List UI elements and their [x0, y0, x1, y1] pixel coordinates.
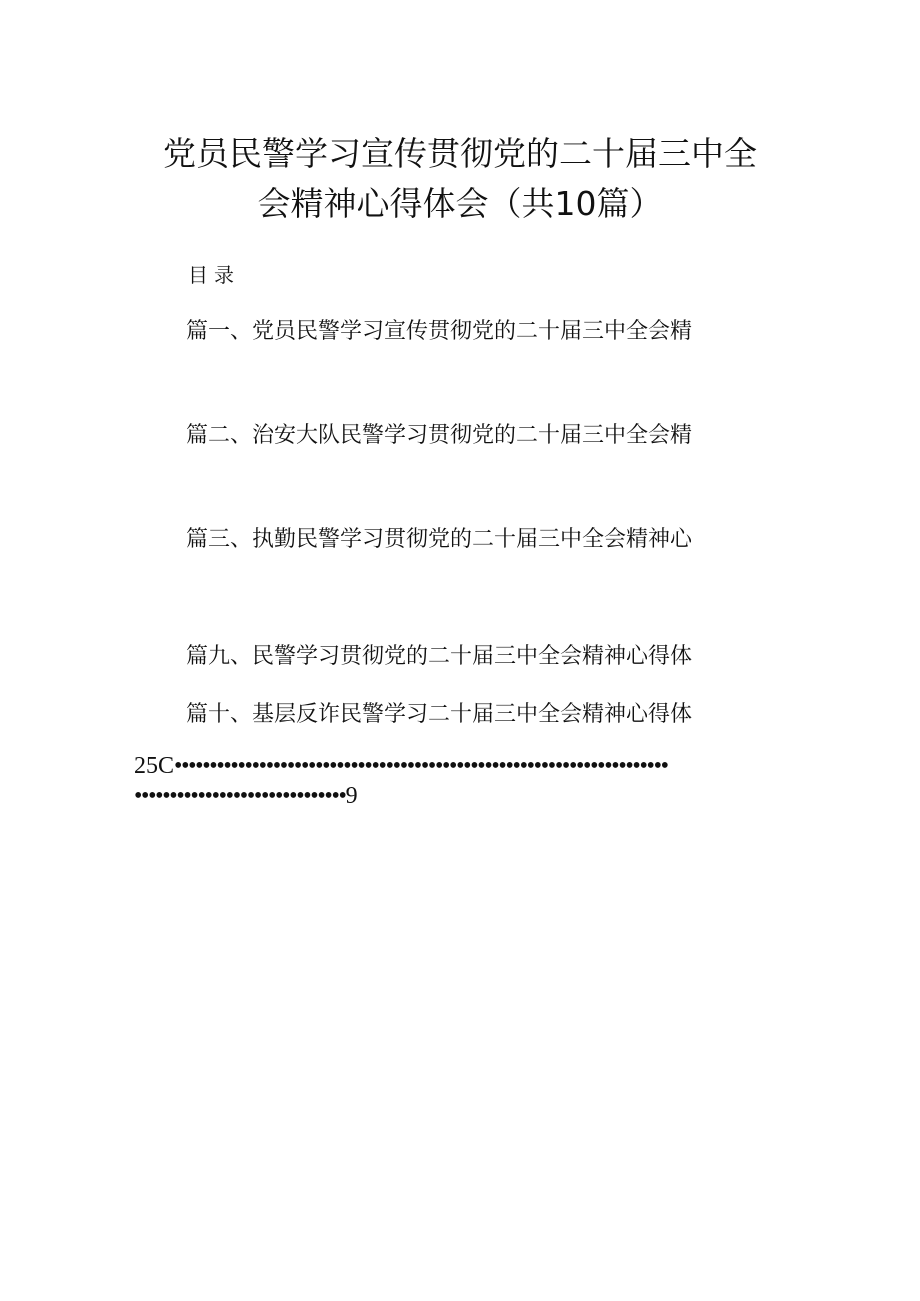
toc-page-number: 9 — [345, 783, 358, 809]
toc-leader-line-2 — [134, 782, 534, 810]
toc-item-9[interactable]: 篇九、民警学习贯彻党的二十届三中全会精神心得体 — [186, 644, 693, 669]
document-title-line-1: 党员民警学习宣传贯彻党的二十届三中全 — [163, 134, 757, 173]
toc-leader-prefix: 25C — [134, 753, 175, 779]
toc-leader-dots-continued: •••••••••••••••••••••••••••••• — [134, 783, 346, 809]
toc-item-10[interactable]: 篇十、基层反诈民警学习二十届三中全会精神心得体 — [186, 702, 693, 727]
toc-leader-line-1 — [134, 752, 784, 780]
toc-item-1[interactable]: 篇一、党员民警学习宣传贯彻党的二十届三中全会精 — [186, 319, 693, 344]
toc-heading: 目录 — [188, 263, 240, 287]
document-title-line-2: 会精神心得体会（共10篇） — [257, 184, 663, 223]
toc-item-2[interactable]: 篇二、治安大队民警学习贯彻党的二十届三中全会精 — [186, 423, 693, 448]
toc-item-3[interactable]: 篇三、执勤民警学习贯彻党的二十届三中全会精神心 — [186, 527, 693, 552]
toc-leader-dots: •••••••••••••••••••••••••••••••••••••••••••••••••••••••••••••••••••••• — [174, 753, 668, 779]
